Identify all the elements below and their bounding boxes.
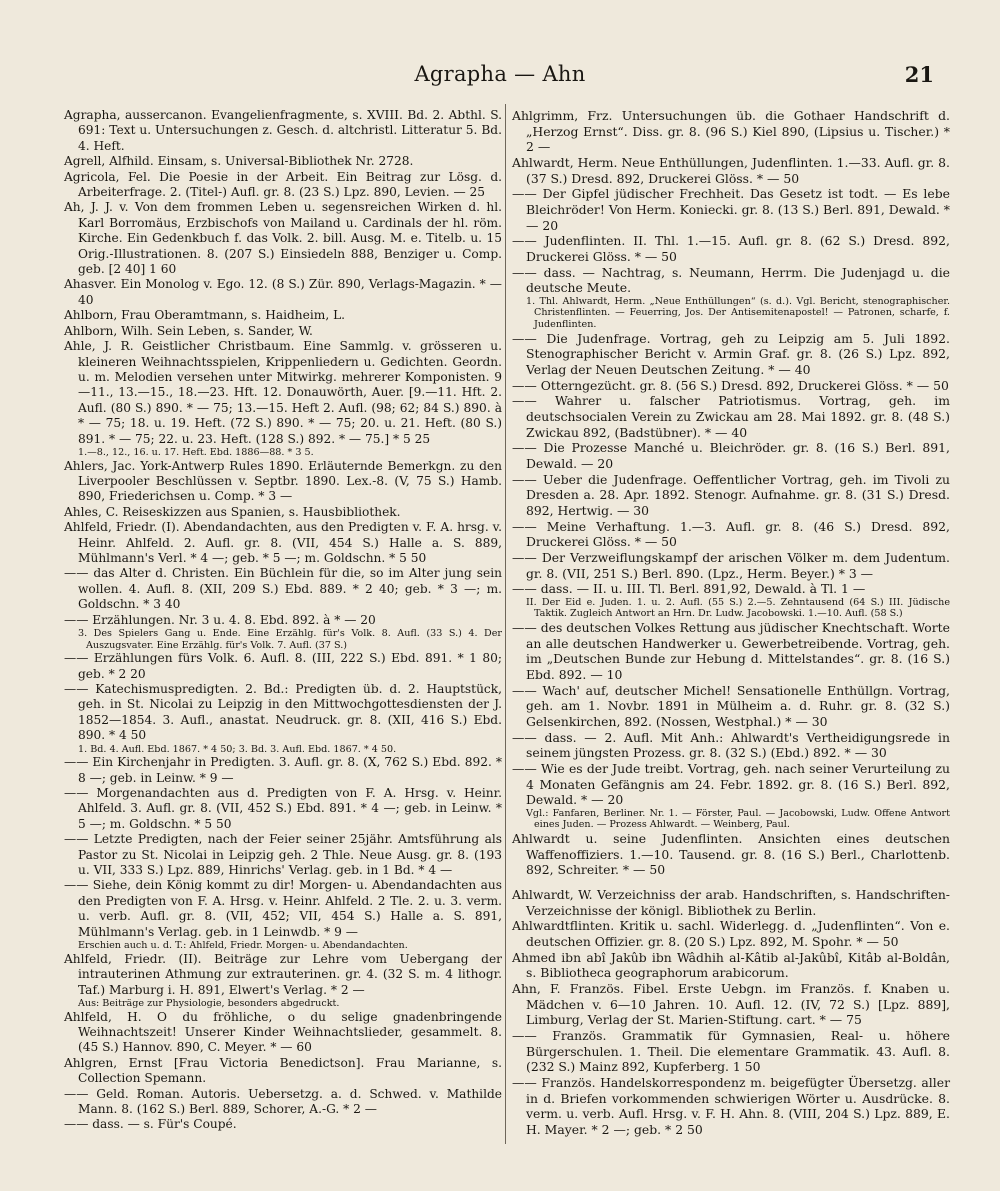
catalog-entry: —— dass. — II. u. III. Tl. Berl. 891,92, Dewald. à Tl. 1 —	[512, 581, 866, 597]
catalog-entry: Ahlgren, Ernst [Frau Victoria Benedictson]. Frau Marianne, s. Collection Spemann.	[64, 1055, 502, 1086]
catalog-entry: Ahlwardt, Herm. Neue Enthüllungen, Judenflinten. 1.—33. Aufl. gr. 8. (37 S.) Dresd. 892, Druckerei Glöss. * — 50	[512, 154, 950, 186]
catalog-entry: —— Wahrer u. falscher Patriotismus. Vortrag, geh. im deutschsocialen Verein zu Zwickau am 28. Mai 1892. gr. 8. (48 S.) Zwickau 892, (Badstübner). * — 40	[512, 393, 950, 440]
entry-gap	[512, 878, 950, 887]
catalog-entry: Ahlwardt u. seine Judenflinten. Ansichten eines deutschen Waffenoffiziers. 1.—10. Tausend. gr. 8. (16 S.) Berl., Charlottenb. 892, Schreiter. * — 50	[512, 831, 950, 878]
catalog-entry: —— Meine Verhaftung. 1.—3. Aufl. gr. 8. (46 S.) Dresd. 892, Druckerei Glöss. * — 50	[512, 518, 950, 550]
catalog-entry: Ahlfeld, H. O du fröhliche, o du selige gnadenbringende Weihnachtszeit! Unserer Kinder Weihnachtslieder, gesammelt. 8. (45 S.) Hannov. 890, C. Meyer. * — 60	[64, 1009, 502, 1055]
catalog-entry: —— Der Verzweiflungskampf der arischen Völker m. dem Judentum. gr. 8. (VII, 251 S.) Berl. 890. (Lpz., Herm. Beyer.) * 3 —	[512, 549, 950, 581]
entry-note: 1.—8., 12., 16. u. 17. Heft. Ebd. 1886—88. * 3 5.	[78, 446, 314, 458]
catalog-entry: —— Wie es der Jude treibt. Vortrag, geh. nach seiner Verurteilung zu 4 Monaten Gefängnis am 24. Febr. 1892. gr. 8. (16 S.) Berl. 892, Dewald. * — 20	[512, 760, 950, 808]
catalog-entry: Ahlborn, Wilh. Sein Leben, s. Sander, W.	[64, 323, 313, 338]
catalog-entry: Ahlgrimm, Frz. Untersuchungen üb. die Gothaer Handschrift d. „Herzog Ernst“. Diss. gr. 8. (96 S.) Kiel 890, (Lipsius u. Tischer.) * 2 —	[512, 108, 950, 155]
entry-note: Vgl.: Fanfaren, Berliner. Nr. 1. — Förster, Paul. — Jacobowski, Ludw. Offene Antwort eines Juden. — Prozess Ahlwardt. — Weinberg, Paul.	[526, 807, 950, 831]
catalog-entry: Ahmed ibn abî Jakûb ibn Wâdhih al-Kâtib al-Jakûbî, Kitâb al-Boldân, s. Bibliotheca geographorum arabicorum.	[512, 949, 950, 981]
catalog-entry: —— dass. — Nachtrag, s. Neumann, Herrm. Die Judenjagd u. die deutsche Meute.	[512, 264, 950, 296]
catalog-entry: —— Ueber die Judenfrage. Oeffentlicher Vortrag, geh. im Tivoli zu Dresden a. 28. Apr. 1892. Stenogr. Aufnahme. gr. 8. (31 S.) Dresd. 892, Hertwig. — 30	[512, 471, 950, 518]
catalog-entry: —— Wach' auf, deutscher Michel! Sensationelle Enthüllgn. Vortrag, geh. am 1. Novbr. 1891 in Mülheim a. d. Ruhr. gr. 8. (32 S.) Gelsenkirchen, 892. (Nossen, Westphal.) * — 30	[512, 682, 950, 729]
entry-note: Aus: Beiträge zur Physiologie, besonders abgedruckt.	[78, 997, 340, 1009]
catalog-entry: —— dass. — 2. Aufl. Mit Anh.: Ahlwardt's Vertheidigungsrede in seinem jüngsten Prozess. gr. 8. (32 S.) (Ebd.) 892. * — 30	[512, 729, 950, 761]
running-title: Agrapha — Ahn	[414, 62, 586, 86]
catalog-entry: Agrell, Alfhild. Einsam, s. Universal-Bibliothek Nr. 2728.	[64, 154, 414, 169]
catalog-entry: —— das Alter d. Christen. Ein Büchlein für die, so im Alter jung sein wollen. 4. Aufl. 8. (XII, 209 S.) Ebd. 889. * 2 40; geb. * 3 —; m. Goldschn. * 3 40	[64, 566, 502, 612]
catalog-entry: —— Französ. Grammatik für Gymnasien, Real- u. höhere Bürgerschulen. 1. Theil. Die elementare Grammatik. 43. Aufl. 8. (232 S.) Mainz 892, Kupferberg. 1 50	[512, 1027, 950, 1075]
catalog-entry: —— dass. — s. Für's Coupé.	[64, 1117, 237, 1132]
entry-note: Erschien auch u. d. T.: Ahlfeld, Friedr. Morgen- u. Abendandachten.	[78, 940, 408, 952]
catalog-entry: —— Katechismuspredigten. 2. Bd.: Predigten üb. d. 2. Hauptstück, geh. in St. Nicolai zu Leipzig in den Mittwochgottesdiensten der J. 1852—1854. 3. Aufl., anastat. Neudruck. gr. 8. (XII, 416 S.) Ebd. 890. * 4 50	[64, 682, 502, 743]
entry-note: 1. Thl. Ahlwardt, Herm. „Neue Enthüllungen“ (s. d.). Vgl. Bericht, stenographischer. Christenflinten. — Feuerring, Jos. Der Antisemitenapostel! — Patronen, scharfe, f. Judenflinten.	[526, 295, 950, 331]
catalog-entry: Ahlers, Jac. York-Antwerp Rules 1890. Erläuternde Bemerkgn. zu den Liverpooler Beschlüssen v. Septbr. 1890. Lex.-8. (V, 75 S.) Hamb. 890, Friederichsen u. Comp. * 3 —	[64, 458, 502, 504]
catalog-entry: —— Geld. Roman. Autoris. Uebersetzg. a. d. Schwed. v. Mathilde Mann. 8. (162 S.) Berl. 889, Schorer, A.-G. * 2 —	[64, 1086, 502, 1116]
left-column	[64, 108, 502, 1133]
catalog-entry: —— Judenflinten. II. Thl. 1.—15. Aufl. gr. 8. (62 S.) Dresd. 892, Druckerei Glöss. * — 50	[512, 233, 950, 264]
catalog-entry: —— Ein Kirchenjahr in Predigten. 3. Aufl. gr. 8. (X, 762 S.) Ebd. 892. * 8 —; geb. in Leinw. * 9 —	[64, 755, 502, 785]
catalog-entry: Agricola, Fel. Die Poesie in der Arbeit. Ein Beitrag zur Lösg. d. Arbeiterfrage. 2. (Titel-) Aufl. gr. 8. (23 S.) Lpz. 890, Levien. — 25	[64, 169, 502, 200]
catalog-entry: —— Morgenandachten aus d. Predigten von F. A. Hrsg. v. Heinr. Ahlfeld. 3. Aufl. gr. 8. (VII, 452 S.) Ebd. 891. * 4 —; geb. in Leinw. * 5 —; m. Goldschn. * 5 50	[64, 786, 502, 831]
catalog-entry: —— Die Prozesse Manché u. Bleichröder. gr. 8. (16 S.) Berl. 891, Dewald. — 20	[512, 440, 950, 471]
catalog-entry: —— Die Judenfrage. Vortrag, geh zu Leipzig am 5. Juli 1892. Stenographischer Bericht v. Armin Graf. gr. 8. (26 S.) Lpz. 892, Verlag der Neuen Deutschen Zeitung. * — 40	[512, 330, 950, 377]
catalog-entry: —— Letzte Predigten, nach der Feier seiner 25jähr. Amtsführung als Pastor zu St. Nicolai in Leipzig geh. 2 Thle. Neue Ausg. gr. 8. (193 u. VII, 333 S.) Lpz. 889, Hinrichs' Verlag. geb. in 1 Bd. * 4 —	[64, 832, 502, 878]
catalog-entry: Ahlwardt, W. Verzeichniss der arab. Handschriften, s. Handschriften-Verzeichnisse der königl. Bibliothek zu Berlin.	[512, 887, 950, 918]
catalog-entry: —— Siehe, dein König kommt zu dir! Morgen- u. Abendandachten aus den Predigten von F. A. Hrsg. v. Heinr. Ahlfeld. 2 Tle. 2. u. 3. verm. u. verb. Aufl. gr. 8. (VII, 452; VII, 454 S.) Halle a. S. 891, Mühlmann's Verlag. geb. in 1 Leinwdb. * 9 —	[64, 878, 502, 939]
catalog-entry: Ahlwardtflinten. Kritik u. sachl. Widerlegg. d. „Judenflinten“. Von e. deutschen Offizier. gr. 8. (20 S.) Lpz. 892, M. Spohr. * — 50	[512, 918, 950, 949]
column-divider	[505, 104, 506, 1144]
catalog-entry: —— Erzählungen. Nr. 3 u. 4. 8. Ebd. 892. à * — 20	[64, 612, 376, 627]
catalog-entry: Ahle, J. R. Geistlicher Christbaum. Eine Sammlg. v. grösseren u. kleineren Weihnachtsspielen, Krippenliedern u. Gedichten. Geordn. u. m. Melodien versehen unter Mitwirkg. mehrerer Komponisten. 9—11., 13.—15., 18.—23. Hft. 12. Donauwörth, Auer. [9.—11. Hft. 2. Aufl. (80 S.) 890. * — 75; 13.—15. Heft 2. Aufl. (98; 62; 84 S.) 890. à * — 75; 18. u. 19. Heft. (72 S.) 890. * — 75; 20. u. 21. Heft. (80 S.) 891. * — 75; 22. u. 23. Heft. (128 S.) 892. * — 75.] * 5 25	[64, 339, 502, 446]
catalog-entry: Ahlfeld, Friedr. (II). Beiträge zur Lehre vom Uebergang der intrauterinen Athmung zur extrauterinen. gr. 4. (32 S. m. 4 lithogr. Taf.) Marburg i. H. 891, Elwert's Verlag. * 2 —	[64, 951, 502, 997]
catalog-entry: Agrapha, aussercanon. Evangelienfragmente, s. XVIII. Bd. 2. Abthl. S. 691: Text u. Untersuchungen z. Gesch. d. altchristl. Litteratur 5. Bd. 4. Heft.	[64, 108, 502, 153]
catalog-entry: Ahlfeld, Friedr. (I). Abendandachten, aus den Predigten v. F. A. hrsg. v. Heinr. Ahlfeld. 2. Aufl. gr. 8. (VII, 454 S.) Halle a. S. 889, Mühlmann's Verl. * 4 —; geb. * 5 —; m. Goldschn. * 5 50	[64, 520, 502, 565]
right-column	[512, 108, 950, 1138]
catalog-entry: —— Erzählungen fürs Volk. 6. Aufl. 8. (III, 222 S.) Ebd. 891. * 1 80; geb. * 2 20	[64, 651, 502, 681]
catalog-entry: —— Französ. Handelskorrespondenz m. beigefügter Übersetzg. aller in d. Briefen vorkommenden schwierigen Wörter u. Ausdrücke. 8. verm. u. verb. Aufl. Hrsg. v. F. H. Ahn. 8. (VIII, 204 S.) Lpz. 889, E. H. Mayer. * 2 —; geb. * 2 50	[512, 1074, 950, 1137]
entry-note: II. Der Eid e. Juden. 1. u. 2. Aufl. (55 S.) 2.—5. Zehntausend (64 S.) III. Jüdische Taktik. Zugleich Antwort an Hrn. Dr. Ludw. Jacobowski. 1.—10. Aufl. (58 S.)	[526, 596, 950, 620]
catalog-entry: Ah, J. J. v. Von dem frommen Leben u. segensreichen Wirken d. hl. Karl Borromäus, Erzbischofs von Mailand u. Cardinals der hl. röm. Kirche. Ein Gedenkbuch f. das Volk. 2. bill. Ausg. M. e. Titelb. u. 15 Orig.-Illustrationen. 8. (207 S.) Einsiedeln 888, Benziger u. Comp. geb. [2 40] 1 60	[64, 200, 502, 277]
entry-note: 3. Des Spielers Gang u. Ende. Eine Erzählg. für's Volk. 8. Aufl. (33 S.) 4. Der Auszugsvater. Eine Erzählg. für's Volk. 7. Aufl. (37 S.)	[78, 628, 502, 651]
catalog-entry: Ahn, F. Französ. Fibel. Erste Uebgn. im Französ. f. Knaben u. Mädchen v. 6—10 Jahren. 10. Aufl. 12. (IV, 72 S.) [Lpz. 889], Limburg, Verlag der St. Marien-Stiftung. cart. * — 75	[512, 980, 950, 1028]
catalog-entry: Ahles, C. Reiseskizzen aus Spanien, s. Hausbibliothek.	[64, 504, 401, 519]
catalog-entry: Ahlborn, Frau Oberamtmann, s. Haidheim, L.	[64, 308, 346, 323]
catalog-entry: Ahasver. Ein Monolog v. Ego. 12. (8 S.) Zür. 890, Verlags-Magazin. * — 40	[64, 277, 502, 307]
page-number: 21	[904, 62, 934, 87]
page-header	[0, 62, 1000, 92]
catalog-entry: —— Otterngezücht. gr. 8. (56 S.) Dresd. 892, Druckerei Glöss. * — 50	[512, 377, 949, 393]
entry-note: 1. Bd. 4. Aufl. Ebd. 1867. * 4 50; 3. Bd. 3. Aufl. Ebd. 1867. * 4 50.	[78, 743, 397, 755]
catalog-entry: —— Der Gipfel jüdischer Frechheit. Das Gesetz ist todt. — Es lebe Bleichröder! Von Herm. Koniecki. gr. 8. (13 S.) Berl. 891, Dewald. * — 20	[512, 186, 950, 233]
catalog-entry: —— des deutschen Volkes Rettung aus jüdischer Knechtschaft. Worte an alle deutschen Handwerker u. Gewerbetreibende. Vortrag, geh. im „Deutschen Bunde zur Hebung d. Mittelstandes“. gr. 8. (16 S.) Ebd. 892. — 10	[512, 620, 950, 682]
